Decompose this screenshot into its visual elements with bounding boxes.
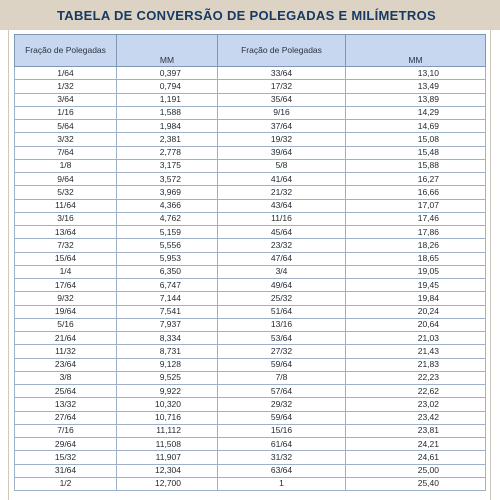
fraction-right-cell: 1 <box>218 477 346 490</box>
fraction-right-cell: 15/16 <box>218 424 346 437</box>
mm-right-cell: 14,69 <box>346 120 486 133</box>
column-header-fraction-left: Fração de Polegadas <box>15 35 117 67</box>
mm-right-cell: 15,08 <box>346 133 486 146</box>
mm-right-cell: 18,65 <box>346 252 486 265</box>
fraction-right-cell: 13/16 <box>218 318 346 331</box>
fraction-right-cell: 17/32 <box>218 80 346 93</box>
fraction-left-cell: 29/64 <box>15 438 117 451</box>
fraction-left-cell: 15/64 <box>15 252 117 265</box>
fraction-left-cell: 7/64 <box>15 146 117 159</box>
fraction-left-cell: 7/16 <box>15 424 117 437</box>
table-frame <box>8 30 491 500</box>
mm-right-cell: 22,62 <box>346 385 486 398</box>
table-row <box>15 67 486 80</box>
table-row <box>15 451 486 464</box>
fraction-right-cell: 63/64 <box>218 464 346 477</box>
mm-right-cell: 19,05 <box>346 265 486 278</box>
mm-left-cell: 6,350 <box>117 265 218 278</box>
mm-right-cell: 16,66 <box>346 186 486 199</box>
fraction-left-cell: 5/64 <box>15 120 117 133</box>
table-row <box>15 226 486 239</box>
table-row <box>15 120 486 133</box>
mm-left-cell: 3,969 <box>117 186 218 199</box>
mm-left-cell: 11,508 <box>117 438 218 451</box>
fraction-left-cell: 3/64 <box>15 93 117 106</box>
mm-right-cell: 24,61 <box>346 451 486 464</box>
fraction-left-cell: 1/32 <box>15 80 117 93</box>
table-row <box>15 93 486 106</box>
fraction-right-cell: 9/16 <box>218 106 346 119</box>
table-row <box>15 318 486 331</box>
mm-right-cell: 17,86 <box>346 226 486 239</box>
table-row <box>15 464 486 477</box>
mm-left-cell: 5,953 <box>117 252 218 265</box>
mm-right-cell: 13,10 <box>346 67 486 80</box>
fraction-left-cell: 21/64 <box>15 332 117 345</box>
mm-left-cell: 10,716 <box>117 411 218 424</box>
mm-right-cell: 14,29 <box>346 106 486 119</box>
column-header-mm-right: MM <box>346 35 486 67</box>
table-row <box>15 358 486 371</box>
page-title: TABELA DE CONVERSÃO DE POLEGADAS E MILÍMETROS <box>57 7 436 23</box>
fraction-right-cell: 59/64 <box>218 411 346 424</box>
table-row <box>15 385 486 398</box>
fraction-left-cell: 27/64 <box>15 411 117 424</box>
fraction-right-cell: 25/32 <box>218 292 346 305</box>
fraction-left-cell: 31/64 <box>15 464 117 477</box>
table-row <box>15 424 486 437</box>
fraction-left-cell: 3/32 <box>15 133 117 146</box>
mm-left-cell: 1,588 <box>117 106 218 119</box>
fraction-left-cell: 1/4 <box>15 265 117 278</box>
fraction-left-cell: 23/64 <box>15 358 117 371</box>
mm-right-cell: 15,48 <box>346 146 486 159</box>
fraction-left-cell: 1/16 <box>15 106 117 119</box>
fraction-right-cell: 29/32 <box>218 398 346 411</box>
mm-right-cell: 17,46 <box>346 212 486 225</box>
mm-left-cell: 10,320 <box>117 398 218 411</box>
mm-right-cell: 20,24 <box>346 305 486 318</box>
fraction-right-cell: 41/64 <box>218 173 346 186</box>
table-row <box>15 398 486 411</box>
table-row <box>15 212 486 225</box>
fraction-right-cell: 39/64 <box>218 146 346 159</box>
fraction-left-cell: 11/32 <box>15 345 117 358</box>
table-row <box>15 80 486 93</box>
mm-left-cell: 7,144 <box>117 292 218 305</box>
fraction-left-cell: 19/64 <box>15 305 117 318</box>
fraction-right-cell: 33/64 <box>218 67 346 80</box>
fraction-left-cell: 5/32 <box>15 186 117 199</box>
mm-left-cell: 3,572 <box>117 173 218 186</box>
table-row <box>15 252 486 265</box>
table-row <box>15 199 486 212</box>
fraction-left-cell: 17/64 <box>15 279 117 292</box>
mm-left-cell: 12,700 <box>117 477 218 490</box>
mm-right-cell: 21,83 <box>346 358 486 371</box>
fraction-right-cell: 23/32 <box>218 239 346 252</box>
table-row <box>15 159 486 172</box>
table-row <box>15 371 486 384</box>
mm-right-cell: 13,49 <box>346 80 486 93</box>
fraction-left-cell: 7/32 <box>15 239 117 252</box>
fraction-left-cell: 3/16 <box>15 212 117 225</box>
mm-right-cell: 21,03 <box>346 332 486 345</box>
mm-right-cell: 25,00 <box>346 464 486 477</box>
fraction-right-cell: 31/32 <box>218 451 346 464</box>
mm-right-cell: 25,40 <box>346 477 486 490</box>
fraction-right-cell: 59/64 <box>218 358 346 371</box>
mm-right-cell: 24,21 <box>346 438 486 451</box>
title-banner <box>0 0 500 30</box>
fraction-left-cell: 1/64 <box>15 67 117 80</box>
fraction-left-cell: 13/32 <box>15 398 117 411</box>
table-row <box>15 332 486 345</box>
fraction-right-cell: 57/64 <box>218 385 346 398</box>
mm-left-cell: 4,762 <box>117 212 218 225</box>
mm-left-cell: 8,334 <box>117 332 218 345</box>
fraction-right-cell: 11/16 <box>218 212 346 225</box>
conversion-table <box>14 34 486 491</box>
fraction-left-cell: 13/64 <box>15 226 117 239</box>
mm-left-cell: 11,907 <box>117 451 218 464</box>
fraction-right-cell: 35/64 <box>218 93 346 106</box>
mm-left-cell: 5,556 <box>117 239 218 252</box>
fraction-left-cell: 1/2 <box>15 477 117 490</box>
fraction-right-cell: 49/64 <box>218 279 346 292</box>
mm-right-cell: 20,64 <box>346 318 486 331</box>
fraction-left-cell: 9/32 <box>15 292 117 305</box>
mm-left-cell: 9,922 <box>117 385 218 398</box>
mm-right-cell: 19,84 <box>346 292 486 305</box>
fraction-right-cell: 19/32 <box>218 133 346 146</box>
mm-left-cell: 6,747 <box>117 279 218 292</box>
fraction-right-cell: 53/64 <box>218 332 346 345</box>
mm-left-cell: 12,304 <box>117 464 218 477</box>
table-row <box>15 279 486 292</box>
mm-left-cell: 1,191 <box>117 93 218 106</box>
mm-left-cell: 3,175 <box>117 159 218 172</box>
table-row <box>15 345 486 358</box>
mm-right-cell: 17,07 <box>346 199 486 212</box>
fraction-right-cell: 37/64 <box>218 120 346 133</box>
mm-left-cell: 4,366 <box>117 199 218 212</box>
table-body <box>15 67 486 491</box>
mm-right-cell: 13,89 <box>346 93 486 106</box>
fraction-right-cell: 43/64 <box>218 199 346 212</box>
mm-left-cell: 11,112 <box>117 424 218 437</box>
mm-right-cell: 23,42 <box>346 411 486 424</box>
mm-right-cell: 15,88 <box>346 159 486 172</box>
table-row <box>15 106 486 119</box>
mm-left-cell: 0,794 <box>117 80 218 93</box>
mm-left-cell: 1,984 <box>117 120 218 133</box>
mm-right-cell: 22,23 <box>346 371 486 384</box>
fraction-left-cell: 15/32 <box>15 451 117 464</box>
mm-left-cell: 7,541 <box>117 305 218 318</box>
table-row <box>15 186 486 199</box>
mm-left-cell: 5,159 <box>117 226 218 239</box>
fraction-right-cell: 51/64 <box>218 305 346 318</box>
table-row <box>15 477 486 490</box>
fraction-left-cell: 3/8 <box>15 371 117 384</box>
table-row <box>15 438 486 451</box>
mm-right-cell: 21,43 <box>346 345 486 358</box>
table-row <box>15 239 486 252</box>
mm-right-cell: 23,02 <box>346 398 486 411</box>
mm-right-cell: 23,81 <box>346 424 486 437</box>
mm-right-cell: 18,26 <box>346 239 486 252</box>
table-row <box>15 305 486 318</box>
column-header-fraction-right: Fração de Polegadas <box>218 35 346 67</box>
mm-left-cell: 9,525 <box>117 371 218 384</box>
table-row <box>15 133 486 146</box>
fraction-right-cell: 5/8 <box>218 159 346 172</box>
fraction-right-cell: 45/64 <box>218 226 346 239</box>
column-header-mm-left: MM <box>117 35 218 67</box>
table-row <box>15 265 486 278</box>
mm-left-cell: 0,397 <box>117 67 218 80</box>
table-header-row <box>15 35 486 67</box>
mm-left-cell: 9,128 <box>117 358 218 371</box>
table-row <box>15 173 486 186</box>
mm-left-cell: 2,381 <box>117 133 218 146</box>
fraction-right-cell: 21/32 <box>218 186 346 199</box>
mm-right-cell: 16,27 <box>346 173 486 186</box>
table-row <box>15 292 486 305</box>
fraction-left-cell: 9/64 <box>15 173 117 186</box>
fraction-right-cell: 27/32 <box>218 345 346 358</box>
table-row <box>15 411 486 424</box>
fraction-left-cell: 5/16 <box>15 318 117 331</box>
mm-left-cell: 8,731 <box>117 345 218 358</box>
fraction-right-cell: 61/64 <box>218 438 346 451</box>
fraction-left-cell: 11/64 <box>15 199 117 212</box>
mm-left-cell: 7,937 <box>117 318 218 331</box>
mm-left-cell: 2,778 <box>117 146 218 159</box>
table-row <box>15 146 486 159</box>
fraction-left-cell: 1/8 <box>15 159 117 172</box>
fraction-left-cell: 25/64 <box>15 385 117 398</box>
fraction-right-cell: 3/4 <box>218 265 346 278</box>
mm-right-cell: 19,45 <box>346 279 486 292</box>
fraction-right-cell: 7/8 <box>218 371 346 384</box>
fraction-right-cell: 47/64 <box>218 252 346 265</box>
